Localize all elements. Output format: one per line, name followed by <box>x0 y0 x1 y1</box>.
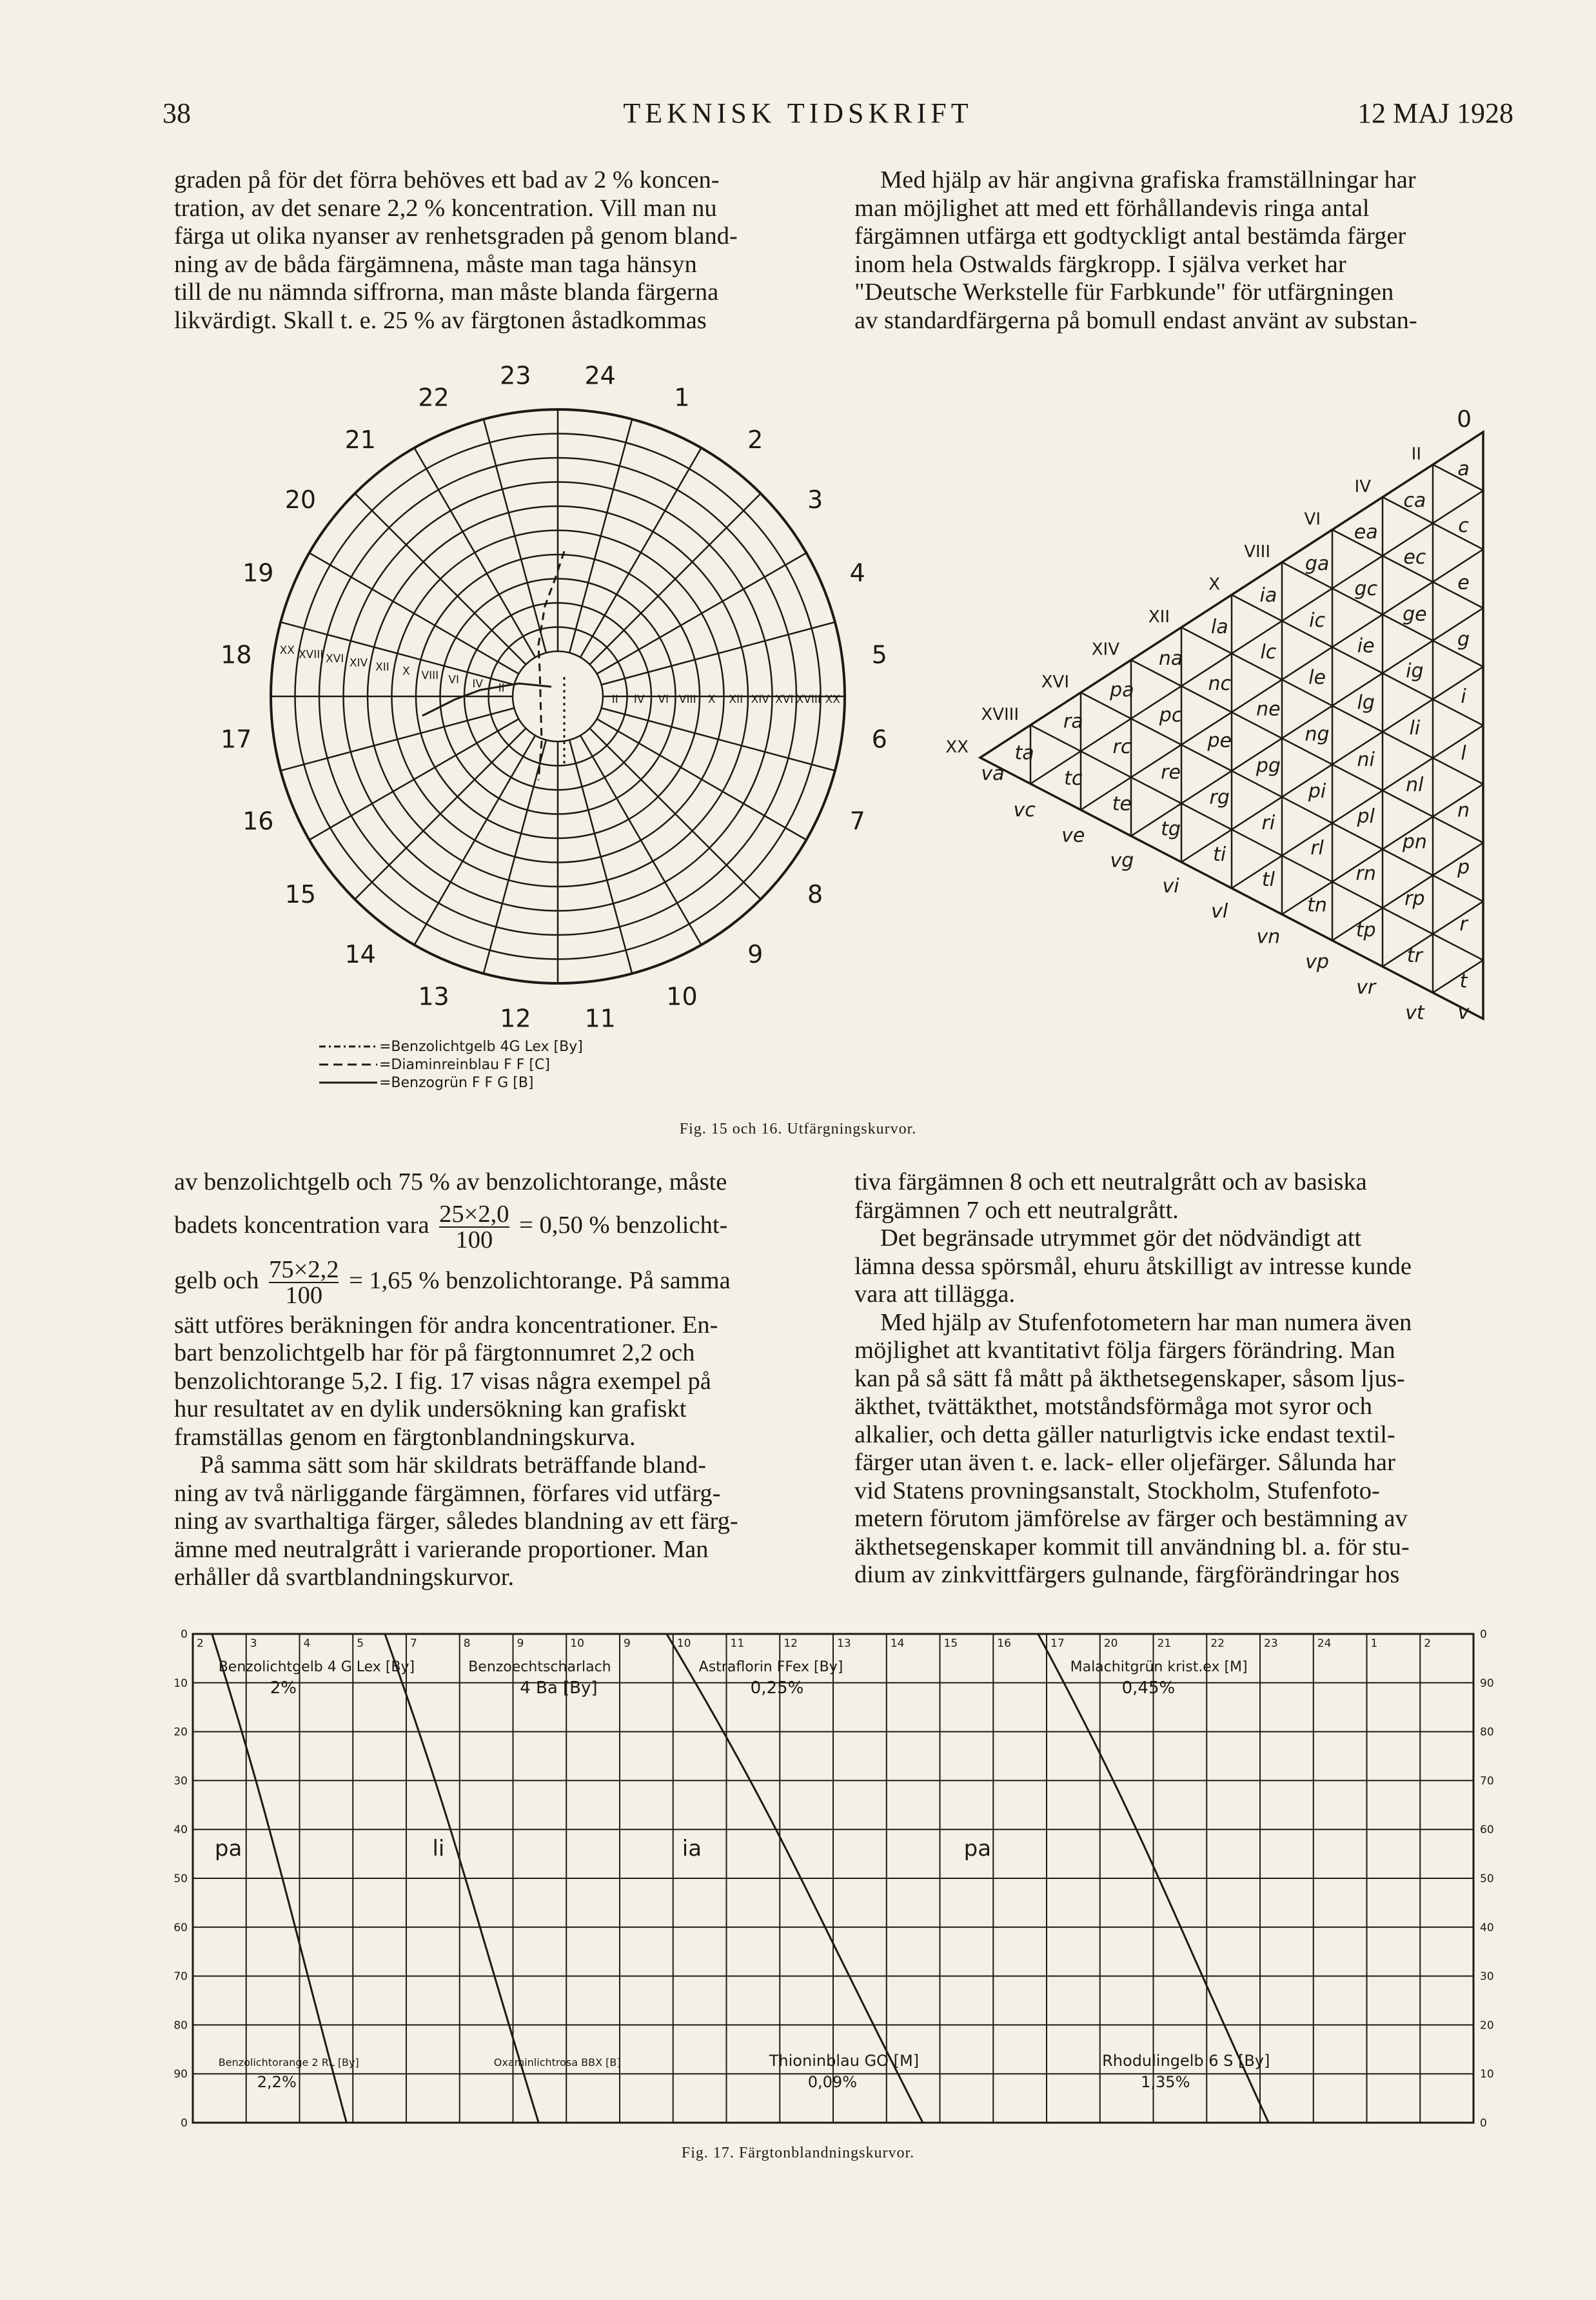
fig17-top-number: 9 <box>624 1637 631 1650</box>
fig17-right-tick: 20 <box>1480 2019 1494 2032</box>
fig17-top-number: 21 <box>1157 1637 1172 1650</box>
text-line: "Deutsche Werkstelle für Farbkunde" för utfärgningen <box>854 279 1394 306</box>
triangle-row-numerals <box>945 406 1472 757</box>
ring-label-right: II <box>611 693 618 706</box>
fig17-grid <box>193 1634 1473 2123</box>
mid-left-column <box>174 1168 798 1592</box>
triangle-cell-label: i <box>1461 685 1466 708</box>
fig17-dye-pct-top: 0,45% <box>1121 1678 1176 1698</box>
outer-sector-number: 6 <box>871 725 887 754</box>
fig17-top-number: 20 <box>1103 1637 1118 1650</box>
triangle-row-numeral: VIII <box>1244 542 1270 562</box>
triangle-cell-label: ga <box>1305 552 1330 575</box>
fig17-mid-label: li <box>432 1836 445 1862</box>
polar-spoke <box>569 419 632 653</box>
triangle-cell-label: rn <box>1355 862 1376 885</box>
top-right-column <box>854 166 1506 335</box>
text-line: På samma sätt som här skildrats beträffande bland- <box>200 1451 707 1479</box>
triangle-cell-label: nc <box>1208 673 1231 696</box>
fig17-top-number: 14 <box>890 1637 905 1650</box>
triangle-cell-label: rg <box>1209 786 1230 809</box>
text-line: av benzolichtgelb och 75 % av benzolichtorange, måste <box>174 1168 727 1195</box>
fig16-color-triangle <box>945 400 1522 1045</box>
triangle-cell-label: pi <box>1308 780 1326 803</box>
fig17-top-number: 8 <box>463 1637 471 1650</box>
triangle-cell-label: rc <box>1112 736 1132 759</box>
triangle-cell-label: pc <box>1159 704 1183 727</box>
fig17-dye-name-top: Benzolichtgelb 4 G Lex [By] <box>218 1659 415 1675</box>
text-line: färga ut olika nyanser av renhetsgraden på genom bland- <box>174 222 738 250</box>
triangle-cell-label: vg <box>1110 849 1134 872</box>
journal-title: TEKNISK TIDSKRIFT <box>623 97 973 129</box>
text-line: lämna dessa spörsmål, ehuru åtskilligt av intresse kunde <box>854 1252 1412 1280</box>
text-line: likvärdigt. Skall t. e. 25 % av färgtonen åstadkommas <box>174 306 707 334</box>
triangle-cell-label: ri <box>1261 811 1276 834</box>
fig17-dye-labels <box>215 1659 1270 2091</box>
triangle-grid-line <box>1131 608 1483 836</box>
triangle-cell-label: c <box>1458 515 1469 538</box>
text-line: dium av zinkvittfärgers gulnande, färgförändringar hos <box>854 1561 1400 1588</box>
text-line: äkthetsegenskaper kommit till användning bl. a. för stu- <box>854 1533 1410 1560</box>
triangle-cell-label: vc <box>1013 799 1036 822</box>
ring-label-left: VI <box>448 673 460 687</box>
outer-sector-number: 13 <box>418 982 449 1011</box>
text-line: kan på så sätt få mått på äkthetsegenskaper, såsom ljus- <box>854 1364 1405 1392</box>
fig17-right-tick: 0 <box>1480 1628 1487 1641</box>
text-line: Det begränsade utrymmet gör det nödvändigt att <box>880 1224 1362 1252</box>
fig17-top-number: 2 <box>197 1637 204 1650</box>
triangle-cell-label: ig <box>1406 660 1424 683</box>
fig17-left-tick: 40 <box>173 1823 188 1837</box>
polar-spoke <box>484 740 546 974</box>
triangle-cell-label: pl <box>1357 805 1375 829</box>
outer-sector-number: 15 <box>284 880 317 909</box>
triangle-row-numeral: 0 <box>1457 406 1472 433</box>
ring-label-left: XVIII <box>298 648 324 662</box>
triangle-row-numeral: XX <box>945 738 969 757</box>
ring-label-right: VI <box>658 693 669 706</box>
legend-entry: =Benzolichtgelb 4G Lex [By] <box>379 1039 583 1055</box>
triangle-cell-label: tr <box>1406 945 1423 968</box>
outer-sector-number: 23 <box>500 361 531 390</box>
outer-sector-number: 22 <box>418 383 449 412</box>
outer-sector-number: 17 <box>221 725 252 754</box>
triangle-cell-label: pg <box>1256 754 1281 778</box>
fig17-top-number: 15 <box>943 1637 958 1650</box>
triangle-cell-label: ia <box>1259 584 1277 607</box>
fig17-left-tick: 30 <box>173 1774 188 1788</box>
fig17-top-number: 10 <box>676 1637 691 1650</box>
fig17-mid-label: pa <box>214 1836 242 1862</box>
triangle-grid <box>980 432 1483 1019</box>
text-line: ning av svarthaltiga färger, således blandning av ett färg- <box>174 1508 738 1535</box>
fig17-right-tick: 0 <box>1480 2117 1487 2130</box>
triangle-row-numeral: XII <box>1148 607 1170 627</box>
fig17-mid-label: ia <box>682 1836 702 1862</box>
outer-sector-number: 2 <box>747 425 764 454</box>
ring-label-right: IV <box>633 693 645 706</box>
fig17-dye-name-bottom: Oxaminlichtrosa BBX [B] <box>493 2056 621 2069</box>
ring-label-left: XX <box>279 644 295 657</box>
fig17-top-number: 12 <box>783 1637 798 1650</box>
fig17-left-tick: 90 <box>173 2068 188 2081</box>
fig17-left-tick: 80 <box>173 2019 188 2032</box>
triangle-cell-label: g <box>1457 628 1470 651</box>
text-line: färgämnen utfärga ett godtyckligt antal bestämda färger <box>854 222 1406 250</box>
triangle-cell-label: vp <box>1305 950 1329 974</box>
triangle-cell-label: ta <box>1014 742 1034 765</box>
triangle-cell-label: ic <box>1309 609 1325 633</box>
text-line: hur resultatet av en dylik undersökning kan grafiskt <box>174 1395 687 1422</box>
outer-sector-number: 14 <box>344 940 376 969</box>
outer-sector-number: 4 <box>849 558 865 587</box>
text-line: ning av två närliggande färgämnen, förfares vid utfärg- <box>174 1479 721 1507</box>
fig17-right-tick: 50 <box>1480 1872 1494 1885</box>
fig17-top-number: 24 <box>1317 1637 1332 1650</box>
outer-sector-number: 21 <box>344 425 376 454</box>
triangle-cell-label: e <box>1457 571 1470 595</box>
polar-spoke <box>602 622 835 685</box>
text-line: benzolichtorange 5,2. I fig. 17 visas några exempel på <box>174 1367 711 1395</box>
fig17-left-tick: 0 <box>181 2117 188 2130</box>
fig17-top-number: 4 <box>303 1637 311 1650</box>
outer-sector-number: 12 <box>500 1004 531 1033</box>
text-line: Med hjälp av här angivna grafiska framställningar har <box>880 166 1416 193</box>
fig17-top-number: 10 <box>570 1637 584 1650</box>
fig17-right-tick: 10 <box>1480 2068 1494 2081</box>
triangle-cell-label: ca <box>1403 489 1426 512</box>
polar-spoke <box>281 708 514 771</box>
fig17-top-number: 16 <box>997 1637 1011 1650</box>
text-line: tiva färgämnen 8 och ett neutralgrått och av basiska <box>854 1168 1367 1195</box>
text-line: äkthet, tvättäkthet, motståndsförmåga mot syror och <box>854 1393 1372 1420</box>
triangle-cell-label: vl <box>1211 900 1228 923</box>
fig17-dye-name-top: Malachitgrün krist.ex [M] <box>1070 1659 1248 1675</box>
polar-spoke <box>355 493 526 664</box>
figure-caption-15-16: Fig. 15 och 16. Utfärgningskurvor. <box>679 1121 917 1137</box>
triangle-cell-label: nl <box>1406 774 1424 797</box>
polar-spoke <box>602 708 835 771</box>
text-span: badets koncentration vara <box>174 1211 429 1239</box>
fig17-left-tick: 50 <box>173 1872 188 1885</box>
text-line: erhåller då svartblandningskurvor. <box>174 1564 515 1591</box>
triangle-grid-line <box>1131 660 1483 843</box>
polar-legend <box>319 1039 583 1091</box>
fig17-top-number: 23 <box>1264 1637 1278 1650</box>
ring-label-right: XIV <box>751 693 769 706</box>
text-line: metern förutom jämförelse av färger och bestämning av <box>854 1505 1408 1532</box>
triangle-cell-label: tg <box>1161 818 1181 841</box>
legend-entry: =Benzogrün F F G [B] <box>379 1075 534 1091</box>
triangle-cell-label: l <box>1461 742 1466 765</box>
triangle-cell-label: rp <box>1404 887 1425 910</box>
fig17-top-number: 9 <box>517 1637 524 1650</box>
triangle-cell-label: ne <box>1256 698 1281 721</box>
fig17-top-number: 7 <box>410 1637 417 1650</box>
ring-label-left: VIII <box>421 669 439 683</box>
ring-label-left: XIV <box>349 656 368 670</box>
page-number: 38 <box>163 97 191 129</box>
fig17-left-tick: 20 <box>173 1725 188 1739</box>
text-line: färger utan även t. e. lack- eller oljefärger. Sålunda har <box>854 1449 1395 1476</box>
fig17-dye-pct-top: 0,25% <box>750 1678 804 1698</box>
issue-date: 12 MAJ 1928 <box>1357 97 1513 129</box>
text-line: vid Statens provningsanstalt, Stockholm, Stufenfoto- <box>854 1477 1380 1504</box>
triangle-cell-label: le <box>1308 666 1326 689</box>
denominator: 100 <box>269 1282 339 1308</box>
triangle-row-numeral: X <box>1208 575 1220 595</box>
triangle-row-numeral: XIV <box>1091 640 1119 660</box>
fig17-top-number: 17 <box>1050 1637 1065 1650</box>
fig17-left-tick: 10 <box>173 1676 188 1690</box>
triangle-grid-line <box>1433 960 1483 993</box>
text-span: gelb och <box>174 1266 259 1294</box>
text-line: tration, av det senare 2,2 % koncentration. Vill man nu <box>174 194 717 222</box>
triangle-cell-label: tp <box>1355 919 1376 942</box>
top-left-column <box>174 166 798 335</box>
fig17-dye-name-top: Benzoechtscharlach <box>468 1659 611 1675</box>
triangle-grid-line <box>1030 491 1483 784</box>
triangle-cell-label: n <box>1457 799 1470 822</box>
triangle-cell-label: vn <box>1256 925 1281 949</box>
fig17-left-tick: 0 <box>181 1628 188 1641</box>
triangle-cell-label: t <box>1459 970 1468 993</box>
fig17-dye-pct-bottom: 2,2% <box>257 2073 297 2091</box>
fig17-mixing-curves <box>164 1626 1519 2142</box>
outer-sector-number: 20 <box>284 485 317 514</box>
numerator: 25×2,0 <box>439 1200 509 1228</box>
triangle-row-numeral: II <box>1411 444 1421 464</box>
triangle-row-numeral: XVI <box>1041 673 1069 692</box>
fraction-1 <box>439 1202 509 1252</box>
fig17-dye-name-bottom: Rhodulingelb 6 S [By] <box>1102 2052 1270 2070</box>
ring-label-left: IV <box>472 678 483 691</box>
fraction-2 <box>269 1257 339 1308</box>
triangle-cell-label: lc <box>1260 641 1277 664</box>
triangle-cell-label: r <box>1459 913 1468 936</box>
fig17-dye-pct-top: 2% <box>270 1678 297 1698</box>
equation-line-1 <box>174 1202 798 1252</box>
fig17-mid-label: pa <box>963 1836 992 1862</box>
equation-line-2 <box>174 1257 798 1308</box>
outer-sector-number: 5 <box>871 640 887 669</box>
polar-spoke <box>569 740 632 974</box>
outer-sector-number: 24 <box>584 361 616 390</box>
fig17-right-tick: 80 <box>1480 1725 1494 1739</box>
fig17-dye-pct-top: 4 Ba [By] <box>520 1678 598 1698</box>
ring-label-left: XII <box>375 661 389 674</box>
text-line: Med hjälp av Stufenfotometern har man numera även <box>880 1308 1412 1336</box>
triangle-cell-label: tl <box>1261 869 1275 892</box>
triangle-row-numeral: VI <box>1304 509 1321 529</box>
triangle-cell-label: vr <box>1356 976 1376 999</box>
fig17-right-tick: 70 <box>1480 1774 1494 1788</box>
fig17-right-tick: 60 <box>1480 1823 1494 1837</box>
ring-label-right: XII <box>729 693 744 706</box>
ring-label-right: XVI <box>775 693 794 706</box>
text-line: man möjlighet att med ett förhållandevis ringa antal <box>854 194 1370 222</box>
outer-sector-number: 7 <box>849 807 865 836</box>
triangle-cell-label: rl <box>1310 837 1324 860</box>
ring-label-left: X <box>402 665 410 678</box>
outer-sector-number: 19 <box>242 558 274 587</box>
triangle-cell-label: te <box>1112 792 1132 816</box>
triangle-cell-label: li <box>1409 716 1421 740</box>
triangle-cell-label: ea <box>1354 520 1378 544</box>
outer-sector-number: 9 <box>747 940 764 969</box>
polar-curve-dash <box>538 551 564 780</box>
triangle-cell-label: ve <box>1061 824 1085 847</box>
text-line: möjlighet att kvantitativt följa färgers förändring. Man <box>854 1337 1395 1364</box>
fig17-top-number: 2 <box>1424 1637 1432 1650</box>
triangle-cell-label: va <box>981 762 1005 785</box>
fig17-top-number: 1 <box>1370 1637 1378 1650</box>
triangle-cell-label: la <box>1210 615 1228 638</box>
text-line: av standardfärgerna på bomull endast använt av substan- <box>854 306 1417 334</box>
outer-sector-number: 3 <box>807 485 823 514</box>
outer-sector-number: 16 <box>242 807 274 836</box>
triangle-cell-label: pn <box>1402 831 1427 854</box>
fig17-top-numbers <box>197 1637 1431 1650</box>
triangle-cell-label: ge <box>1403 603 1427 626</box>
fig15-polar-diagram <box>155 348 887 1109</box>
triangle-cell-label: ti <box>1213 843 1227 866</box>
fig17-top-number: 13 <box>837 1637 851 1650</box>
denominator: 100 <box>439 1226 509 1252</box>
triangle-cell-label: gc <box>1354 578 1377 601</box>
figure-caption-17: Fig. 17. Färgtonblandningskurvor. <box>681 2145 915 2161</box>
outer-sector-number: 10 <box>666 982 698 1011</box>
fig17-left-tick: 60 <box>173 1921 188 1934</box>
outer-sector-number: 18 <box>221 640 252 669</box>
triangle-cell-label: vi <box>1162 874 1179 898</box>
text-line: sätt utföres beräkningen för andra koncentrationer. En- <box>174 1311 718 1339</box>
triangle-cell-label: ra <box>1063 710 1083 733</box>
triangle-cell-label: lg <box>1357 691 1375 714</box>
outer-sector-number: 11 <box>584 1004 616 1033</box>
mid-right-column <box>854 1168 1506 1589</box>
triangle-cell-label: v <box>1457 1001 1470 1024</box>
text-line: graden på för det förra behöves ett bad av 2 % koncen- <box>174 166 720 193</box>
ring-label-right: XX <box>825 693 840 706</box>
triangle-cell-label: a <box>1457 457 1470 480</box>
outer-sector-number: 1 <box>674 383 690 412</box>
triangle-cell-label: pe <box>1207 729 1232 752</box>
text-span: = 1,65 % benzolichtorange. På samma <box>349 1266 731 1294</box>
outer-sector-number: 8 <box>807 880 823 909</box>
triangle-cell-label: tc <box>1064 767 1083 791</box>
ring-label-left: XVI <box>325 653 344 666</box>
text-line: inom hela Ostwalds färgkropp. I själva verket har <box>854 250 1346 278</box>
fig17-top-number: 11 <box>730 1637 745 1650</box>
ring-label-right: VIII <box>678 693 696 706</box>
fig17-right-tick: 90 <box>1480 1676 1494 1690</box>
polar-ring <box>513 651 603 742</box>
triangle-row-numeral: XVIII <box>981 705 1019 725</box>
triangle-cell-label: vt <box>1405 1001 1424 1025</box>
fig17-dye-name-top: Astraflorin FFex [By] <box>698 1659 843 1675</box>
triangle-cell-label: pa <box>1110 678 1134 702</box>
text-line: framställas genom en färgtonblandningskurva. <box>174 1423 636 1451</box>
text-line: ämne med neutralgrått i varierande proportioner. Man <box>174 1535 709 1563</box>
text-line: till de nu nämnda siffrorna, man måste blanda färgerna <box>174 279 719 306</box>
ring-label-left: II <box>498 682 505 695</box>
fig17-dye-name-bottom: Benzolichtorange 2 RL [By] <box>218 2056 359 2069</box>
polar-spoke <box>355 728 526 899</box>
triangle-cell-labels <box>981 458 1470 1024</box>
text-line: färgämnen 7 och ett neutralgrått. <box>854 1196 1179 1224</box>
text-line: vara att tillägga. <box>854 1281 1016 1308</box>
fig17-dye-name-bottom: Thioninblau GO [M] <box>769 2052 920 2070</box>
ring-label-right: X <box>707 693 716 706</box>
polar-spoke <box>484 419 546 653</box>
polar-spoke <box>589 728 760 899</box>
polar-spoke <box>589 493 760 664</box>
fig17-right-tick: 40 <box>1480 1921 1494 1934</box>
fig17-top-number: 5 <box>357 1637 364 1650</box>
triangle-cell-label: re <box>1161 761 1181 784</box>
triangle-cell-label: p <box>1457 856 1470 879</box>
triangle-cell-label: tn <box>1307 894 1327 917</box>
text-span: = 0,50 % benzolicht- <box>519 1211 728 1239</box>
numerator: 75×2,2 <box>269 1255 339 1283</box>
ring-label-right: XVIII <box>796 693 821 706</box>
text-line: ning av de båda färgämnena, måste man taga hänsyn <box>174 250 697 278</box>
fig17-top-number: 22 <box>1210 1637 1225 1650</box>
triangle-cell-label: ni <box>1357 748 1375 771</box>
fig17-top-number: 3 <box>250 1637 257 1650</box>
triangle-cell-label: ie <box>1357 634 1375 658</box>
fig17-right-tick: 30 <box>1480 1970 1494 1983</box>
triangle-cell-label: ng <box>1305 723 1330 746</box>
fig17-dye-pct-bottom: 0,09% <box>807 2073 858 2091</box>
text-line: bart benzolichtgelb har för på färgtonnumret 2,2 och <box>174 1339 695 1366</box>
triangle-row-numeral: IV <box>1354 477 1371 496</box>
triangle-cell-label: ec <box>1403 546 1426 569</box>
text-line: alkalier, och detta gäller naturligtvis icke endast textil- <box>854 1420 1395 1448</box>
fig17-dye-pct-bottom: 1,35% <box>1141 2073 1190 2091</box>
fig17-left-tick: 70 <box>173 1970 188 1983</box>
triangle-cell-label: na <box>1158 647 1183 670</box>
legend-entry: =Diaminreinblau F F [C] <box>379 1057 550 1073</box>
